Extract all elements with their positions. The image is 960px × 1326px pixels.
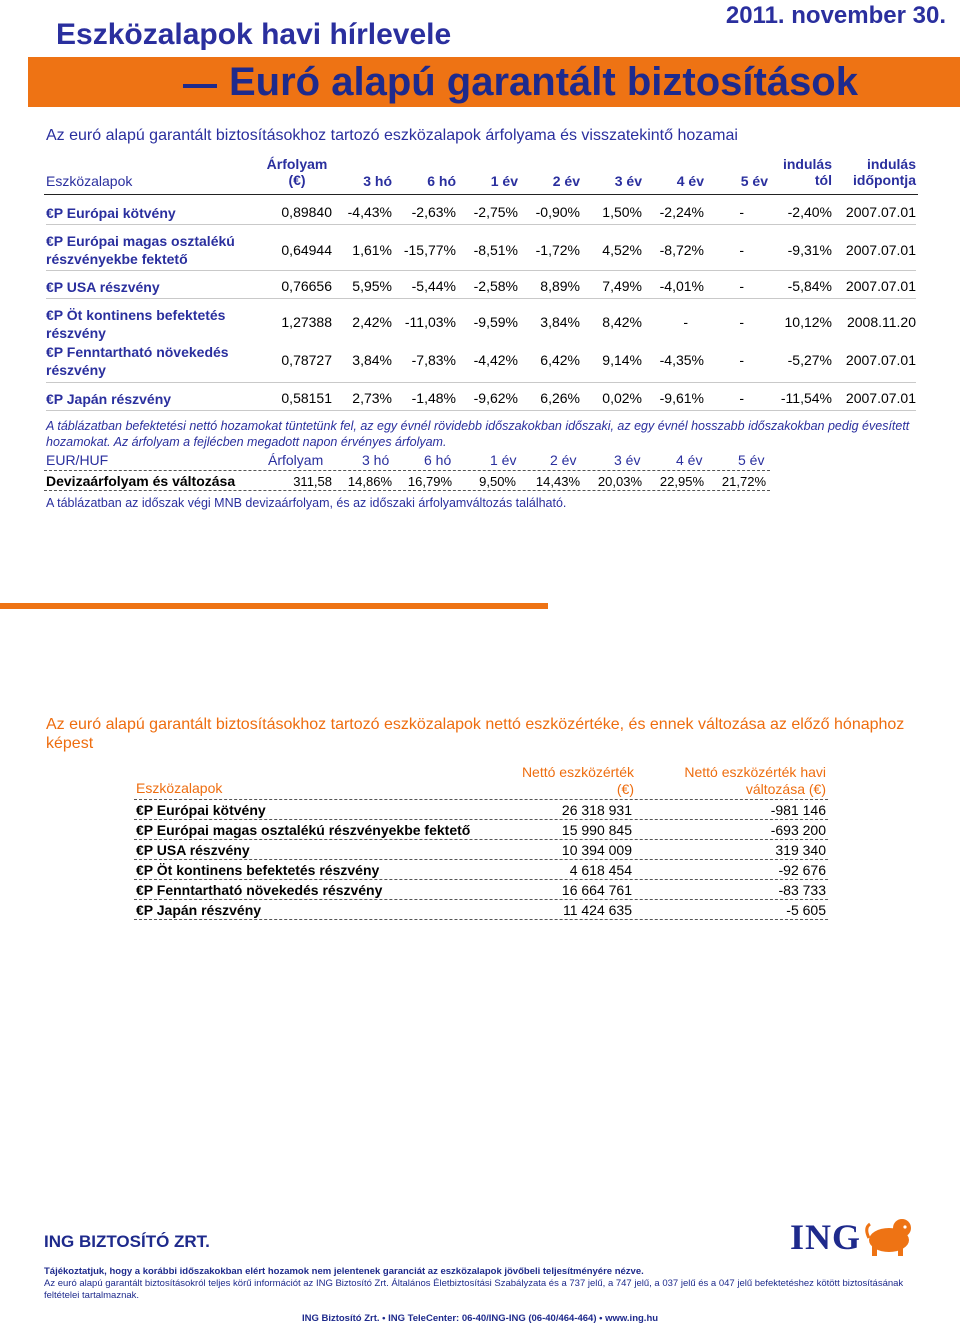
- nav-row-divider: [134, 839, 828, 840]
- table-row-4y: -8,72%: [659, 242, 704, 258]
- nav-row-change: -83 733: [778, 882, 826, 898]
- fx-row-3m: 14,86%: [347, 474, 392, 489]
- footer-contact: ING Biztosító Zrt. • ING TeleCenter: 06-40/ING-ING (06-40/464-464) • www.ing.hu: [301, 1313, 659, 1324]
- table-row-3y: 0,02%: [602, 390, 642, 406]
- table-row-price: 0,58151: [281, 390, 332, 406]
- table-row-since: -5,84%: [787, 278, 832, 294]
- table-row-1y: -2,75%: [473, 204, 518, 220]
- table-row-3m: 2,73%: [352, 390, 392, 406]
- table-row-1y: -8,51%: [473, 242, 518, 258]
- table-row-2y: -1,72%: [535, 242, 580, 258]
- returns-table-title: Az euró alapú garantált biztosításokhoz tartozó eszközalapok árfolyama és visszatekintő hozamai: [46, 127, 738, 144]
- table-row-4y: -4,01%: [659, 278, 704, 294]
- nav-row-value: 10 394 009: [561, 842, 632, 858]
- newsletter-title: Eszközalapok havi hírlevele: [56, 18, 452, 51]
- fx-header-price: Árfolyam: [268, 452, 324, 468]
- table-row-4y: -: [683, 314, 688, 330]
- table-row-1y: -9,62%: [473, 390, 518, 406]
- fx-header-4y: 4 év: [676, 452, 703, 468]
- nav-row-value: 15 990 845: [561, 822, 632, 838]
- table-row-4y: -4,35%: [659, 352, 704, 368]
- header-1y: 1 év: [490, 173, 518, 189]
- table-row-fund-name: €P Öt kontinens befektetés részvény: [46, 307, 226, 341]
- header-price: Árfolyam (€): [266, 156, 328, 188]
- table-row-3y: 7,49%: [602, 278, 642, 294]
- table-row-start: 2007.07.01: [845, 204, 916, 220]
- header-4y: 4 év: [676, 173, 704, 189]
- nav-row-divider: [134, 899, 828, 900]
- table-row-5y: -: [739, 242, 744, 258]
- table-row-5y: -: [739, 390, 744, 406]
- header-3m: 3 hó: [363, 173, 392, 189]
- fx-note: A táblázatban az időszak végi MNB devizaárfolyam, és az időszaki árfolyamváltozás található.: [46, 496, 567, 510]
- table-row-3y: 8,42%: [602, 314, 642, 330]
- nav-header-fund: Eszközalapok: [136, 780, 223, 796]
- table-row-6m: -2,63%: [411, 204, 456, 220]
- nav-row-value: 16 664 761: [561, 882, 632, 898]
- fx-row-3y: 20,03%: [597, 474, 642, 489]
- banner-title: Euró alapú garantált biztosítások: [228, 60, 858, 104]
- ing-logo: [790, 1216, 914, 1256]
- nav-row-divider: [134, 859, 828, 860]
- table-row-start: 2007.07.01: [845, 278, 916, 294]
- table-row-6m: -7,83%: [411, 352, 456, 368]
- lion-icon: [864, 1216, 914, 1256]
- table-row-since: -11,54%: [780, 390, 832, 406]
- footer-company-name: ING BIZTOSÍTÓ ZRT.: [44, 1232, 210, 1251]
- table-row-2y: 6,26%: [540, 390, 580, 406]
- nav-header-value: Nettó eszközérték (€): [521, 764, 634, 797]
- nav-row-value: 26 318 931: [561, 802, 632, 818]
- table-row-6m: -1,48%: [411, 390, 456, 406]
- table-row-2y: -0,90%: [535, 204, 580, 220]
- table-row-5y: -: [739, 314, 744, 330]
- fx-header-6m: 6 hó: [424, 452, 452, 468]
- nav-row-name: €P Japán részvény: [136, 902, 262, 918]
- table-row-5y: -: [739, 278, 744, 294]
- nav-row-divider: [134, 879, 828, 880]
- table-row-6m: -11,03%: [404, 314, 456, 330]
- table-row-3m: 1,61%: [352, 242, 392, 258]
- table-row-since: -5,27%: [787, 352, 832, 368]
- fx-row-label: Devizaárfolyam és változása: [46, 473, 236, 489]
- header-5y: 5 év: [740, 173, 768, 189]
- nav-row-change: -981 146: [770, 802, 826, 818]
- fx-row-5y: 21,72%: [721, 474, 766, 489]
- nav-header-change: Nettó eszközérték havi változása (€): [684, 764, 826, 797]
- table-row-since: 10,12%: [784, 314, 832, 330]
- table-row-3y: 9,14%: [602, 352, 642, 368]
- nav-row-change: 319 340: [775, 842, 826, 858]
- table-row-start: 2007.07.01: [845, 390, 916, 406]
- table-row-5y: -: [739, 204, 744, 220]
- nav-row-change: -92 676: [778, 862, 826, 878]
- footer-disclaimer-terms: Az euró alapú garantált biztosításokról teljes körű információt az ING Biztosító Zrt. Általános Életbiztosítási Szabályzata és a 737 jelű, a 747 jelű, a 037 jelű és a 047 jelű befektetéshez kötött biztosításának feltételei tartalmaznak.: [44, 1278, 904, 1301]
- table-row-5y: -: [739, 352, 744, 368]
- nav-row-divider: [134, 919, 828, 920]
- table-row-3m: 2,42%: [352, 314, 392, 330]
- fx-row-4y: 22,95%: [659, 474, 704, 489]
- table-row-fund-name: €P Japán részvény: [46, 391, 172, 407]
- table-row-1y: -2,58%: [473, 278, 518, 294]
- nav-table-title: Az euró alapú garantált biztosításokhoz tartozó eszközalapok nettó eszközértéke, és ennek változása az előző hónaphoz képest: [46, 716, 905, 752]
- header-launch-date: indulás időpontja: [853, 156, 916, 188]
- table-row-3y: 4,52%: [602, 242, 642, 258]
- nav-row-name: €P USA részvény: [136, 842, 250, 858]
- table-row-since: -2,40%: [787, 204, 832, 220]
- table-row-price: 0,76656: [281, 278, 332, 294]
- footer-disclaimer-performance: Tájékoztatjuk, hogy a korábbi időszakokban elért hozamok nem jelentenek garanciát az eszközalapok jövőbeli teljesítményére nézve.: [44, 1266, 644, 1277]
- header-3y: 3 év: [614, 173, 642, 189]
- table-row-3m: 3,84%: [352, 352, 392, 368]
- header-fund: Eszközalapok: [46, 173, 133, 189]
- nav-row-value: 11 424 635: [562, 902, 632, 918]
- table-row-2y: 6,42%: [540, 352, 580, 368]
- table-row-6m: -5,44%: [411, 278, 456, 294]
- table-row-2y: 8,89%: [540, 278, 580, 294]
- nav-row-change: -5 605: [786, 902, 826, 918]
- table-row-3m: 5,95%: [352, 278, 392, 294]
- fx-header-1y: 1 év: [490, 452, 517, 468]
- table-row-3y: 1,50%: [602, 204, 642, 220]
- fx-header-5y: 5 év: [738, 452, 765, 468]
- table-row-start: 2007.07.01: [845, 352, 916, 368]
- table-row-fund-name: €P Európai kötvény: [46, 205, 176, 221]
- returns-note: A táblázatban befektetési nettó hozamokat tüntetünk fel, az egy évnél rövidebb időszakokban időszaki, az egy évnél hosszabb időszakokban pedig évesített hozamokat. Az árfolyam a fejlécben megadott napon érvényes árfolyam.: [46, 419, 910, 449]
- fx-header-2y: 2 év: [550, 452, 577, 468]
- table-row-3m: -4,43%: [347, 204, 392, 220]
- table-row-fund-name: €P Európai magas osztalékú részvényekbe fektető: [46, 233, 235, 267]
- fx-row-price: 311,58: [293, 474, 332, 489]
- fx-header-3y: 3 év: [614, 452, 641, 468]
- fx-row-1y: 9,50%: [479, 474, 516, 489]
- table-row-6m: -15,77%: [403, 242, 456, 258]
- table-row-start: 2007.07.01: [845, 242, 916, 258]
- table-row-price: 1,27388: [281, 314, 332, 330]
- table-row-price: 0,89840: [281, 204, 332, 220]
- nav-row-name: €P Öt kontinens befektetés részvény: [136, 862, 380, 878]
- nav-row-name: €P Európai magas osztalékú részvényekbe fektető: [136, 822, 471, 838]
- fx-row-2y: 14,43%: [535, 474, 580, 489]
- header-2y: 2 év: [552, 173, 580, 189]
- nav-row-divider: [134, 819, 828, 820]
- fx-header-currency: EUR/HUF: [46, 452, 109, 468]
- table-row-start: 2008.11.20: [846, 314, 916, 330]
- header-6m: 6 hó: [427, 173, 456, 189]
- table-row-1y: -4,42%: [473, 352, 518, 368]
- table-row-1y: -9,59%: [473, 314, 518, 330]
- ing-logo-text: ING: [790, 1217, 862, 1257]
- table-row-2y: 3,84%: [540, 314, 580, 330]
- table-row-4y: -2,24%: [659, 204, 704, 220]
- table-row-price: 0,78727: [281, 352, 332, 368]
- fx-header-3m: 3 hó: [362, 452, 390, 468]
- nav-header-divider: [134, 799, 828, 800]
- nav-row-name: €P Fenntartható növekedés részvény: [136, 882, 383, 898]
- nav-row-change: -693 200: [770, 822, 826, 838]
- nav-row-name: €P Európai kötvény: [136, 802, 266, 818]
- table-row-fund-name: €P Fenntartható növekedés részvény: [46, 344, 229, 378]
- issue-date: 2011. november 30.: [725, 2, 946, 29]
- nav-row-value: 4 618 454: [569, 862, 632, 878]
- fx-row-6m: 16,79%: [407, 474, 452, 489]
- table-row-4y: -9,61%: [659, 390, 704, 406]
- header-since-launch: indulás tól: [782, 156, 832, 188]
- table-row-since: -9,31%: [787, 242, 832, 258]
- table-row-price: 0,64944: [281, 242, 332, 258]
- table-row-fund-name: €P USA részvény: [46, 279, 160, 295]
